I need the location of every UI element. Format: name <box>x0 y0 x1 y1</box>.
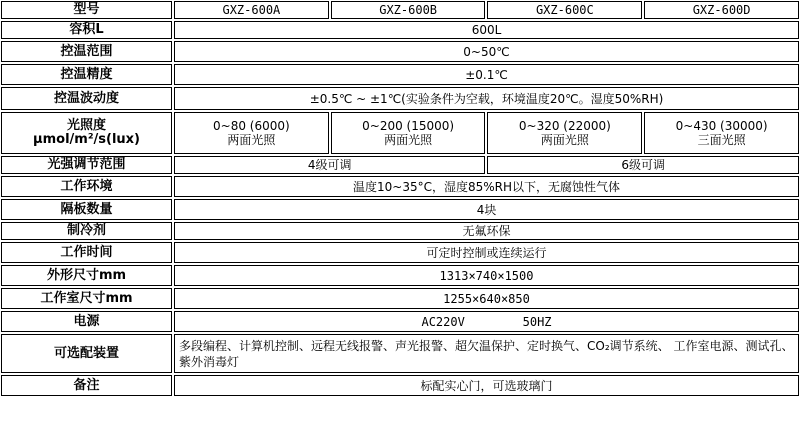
environment-row <box>1 176 799 197</box>
remarks-row <box>1 375 799 396</box>
remarks-label: 备注 <box>1 375 172 396</box>
chamber-size-label: 工作室尺寸mm <box>1 288 172 309</box>
temp-range-label: 控温范围 <box>1 41 172 62</box>
illuminance-c-note: 两面光照 <box>540 133 589 147</box>
illuminance-d-range: 0~430 (30000) <box>675 119 768 133</box>
remarks-value: 标配实心门，可选玻璃门 <box>174 375 799 396</box>
volume-value: 600L <box>174 21 799 39</box>
work-time-row <box>1 242 799 263</box>
illuminance-a-range: 0~80 (6000) <box>213 119 290 133</box>
temp-precision-label: 控温精度 <box>1 64 172 85</box>
chamber-size-value: 1255×640×850 <box>174 288 799 309</box>
header-row <box>1 1 799 19</box>
illuminance-c-range: 0~320 (22000) <box>518 119 611 133</box>
volume-row <box>1 21 799 39</box>
illuminance-b <box>331 112 486 154</box>
temp-range-row <box>1 41 799 62</box>
illuminance-a-note: 两面光照 <box>227 133 276 147</box>
temp-fluctuation-label: 控温波动度 <box>1 87 172 110</box>
light-adjust-row <box>1 156 799 174</box>
work-time-value: 可定时控制或连续运行 <box>174 242 799 263</box>
model-a: GXZ-600A <box>174 1 329 19</box>
model-c: GXZ-600C <box>487 1 642 19</box>
temp-precision-row <box>1 64 799 85</box>
illuminance-label <box>1 112 172 154</box>
temp-fluctuation-row <box>1 87 799 110</box>
temp-fluctuation-value: ±0.5℃ ~ ±1℃(实验条件为空载，环境温度20℃。湿度50%RH) <box>174 87 799 110</box>
power-label: 电源 <box>1 311 172 332</box>
power-row <box>1 311 799 332</box>
illuminance-d-note: 三面光照 <box>697 133 746 147</box>
environment-label: 工作环境 <box>1 176 172 197</box>
shelves-label: 隔板数量 <box>1 199 172 220</box>
illuminance-label-unit: μmol/m²/s(lux) <box>33 132 140 147</box>
outer-size-row <box>1 265 799 286</box>
refrigerant-value: 无氟环保 <box>174 222 799 240</box>
outer-size-label: 外形尺寸mm <box>1 265 172 286</box>
shelves-value: 4块 <box>174 199 799 220</box>
light-adjust-ab: 4级可调 <box>174 156 485 174</box>
illuminance-d <box>644 112 799 154</box>
illuminance-a <box>174 112 329 154</box>
illuminance-c <box>487 112 642 154</box>
refrigerant-row <box>1 222 799 240</box>
illuminance-row <box>1 112 799 154</box>
model-label: 型号 <box>1 1 172 19</box>
light-adjust-cd: 6级可调 <box>487 156 799 174</box>
refrigerant-label: 制冷剂 <box>1 222 172 240</box>
shelves-row <box>1 199 799 220</box>
model-b: GXZ-600B <box>331 1 486 19</box>
light-adjust-label: 光强调节范围 <box>1 156 172 174</box>
illuminance-b-note: 两面光照 <box>384 133 433 147</box>
volume-label: 容积L <box>1 21 172 39</box>
chamber-size-row <box>1 288 799 309</box>
options-label: 可选配装置 <box>1 334 172 373</box>
power-value: AC220V 50HZ <box>174 311 799 332</box>
illuminance-b-range: 0~200 (15000) <box>362 119 455 133</box>
options-value: 多段编程、计算机控制、远程无线报警、声光报警、超欠温保护、定时换气、CO₂调节系统、 工作室电源、测试孔、紫外消毒灯 <box>174 334 799 373</box>
model-d: GXZ-600D <box>644 1 799 19</box>
work-time-label: 工作时间 <box>1 242 172 263</box>
outer-size-value: 1313×740×1500 <box>174 265 799 286</box>
environment-value: 温度10~35°C，湿度85%RH以下，无腐蚀性气体 <box>174 176 799 197</box>
illuminance-label-title: 光照度 <box>67 118 107 133</box>
temp-range-value: 0~50℃ <box>174 41 799 62</box>
temp-precision-value: ±0.1℃ <box>174 64 799 85</box>
options-row <box>1 334 799 373</box>
